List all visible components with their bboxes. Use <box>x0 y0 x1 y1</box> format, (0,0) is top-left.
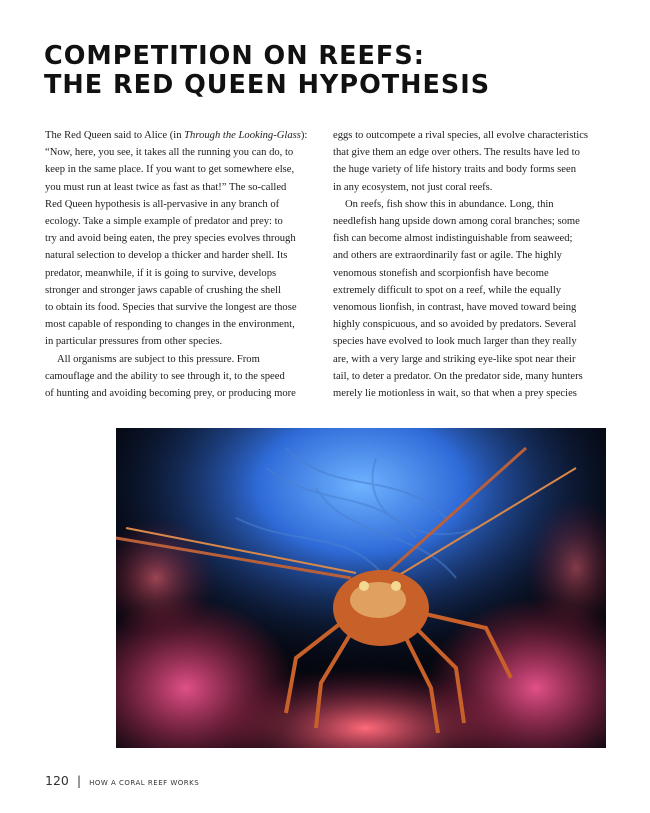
text-line: you must run at least twice as fast as that!” The so-called <box>45 181 287 193</box>
text-line: the huge variety of life history traits and body forms seen <box>333 164 577 176</box>
left-column <box>45 127 311 402</box>
text-line: All organisms are subject to this pressure. From <box>57 353 260 365</box>
text-line: venomous lionfish, in contrast, have moved toward being <box>333 302 577 314</box>
text-line: species have evolved to look much larger than they really <box>333 336 577 348</box>
text-line: try and avoid being eaten, the prey species evolves through <box>45 233 296 245</box>
text-line: to obtain its food. Species that survive the longest are those <box>45 302 297 314</box>
text-line: needlefish hang upside down among coral branches; some <box>333 216 580 228</box>
text-line: that give them an edge over others. The results have led to <box>333 147 580 159</box>
right-column <box>333 127 609 402</box>
text-line: predator, meanwhile, if it is going to survive, develops <box>45 267 277 279</box>
page-number: 120 <box>45 773 69 788</box>
text-line: in any ecosystem, not just coral reefs. <box>333 181 493 193</box>
text-line: most capable of responding to changes in the environment, <box>45 319 295 331</box>
text-line: fish can become almost indistinguishable from seaweed; <box>333 233 573 245</box>
text-line: “Now, here, you see, it takes all the running you can do, to <box>45 147 294 159</box>
text-line: in particular pressures from other species. <box>45 336 223 348</box>
text-line: highly conspicuous, and so avoided by predators. Several <box>333 319 577 331</box>
footer-separator: | <box>76 774 81 788</box>
text-line: and others are extraordinarily fast or agile. The highly <box>333 250 562 262</box>
title-line-1: COMPETITION ON REEFS: <box>44 41 425 71</box>
text-line: eggs to outcompete a rival species, all evolve characteristics <box>333 130 589 141</box>
text-line: On reefs, fish show this in abundance. Long, thin <box>345 198 554 210</box>
text-line: are, with a very large and striking eye-like spot near their <box>333 353 576 365</box>
text-line: natural selection to develop a thicker and harder shell. Its <box>45 250 288 262</box>
title-line-2: THE RED QUEEN HYPOTHESIS <box>44 70 491 100</box>
lobster-reef-illustration <box>116 428 606 748</box>
text-line: merely lie motionless in wait, so that when a prey species <box>333 388 577 400</box>
text-line: Red Queen hypothesis is all-pervasive in any branch of <box>45 198 280 210</box>
text-line: keep in the same place. If you want to get somewhere else, <box>45 164 295 176</box>
running-head: HOW A CORAL REEF WORKS <box>89 779 200 787</box>
text-line: camouflage and the ability to see through it, to the speed <box>45 370 285 382</box>
text-line: of hunting and avoiding becoming prey, or producing more <box>45 388 296 400</box>
lobster-reef-photo <box>116 428 606 748</box>
text-line: stronger and stronger jaws capable of crushing the shell <box>45 284 281 296</box>
text-line: tail, to deter a predator. On the predator side, many hunters <box>333 370 583 382</box>
text-line: venomous stonefish and scorpionfish have become <box>333 267 549 279</box>
article-title <box>44 42 490 100</box>
text-line: The Red Queen said to Alice (in Through the Looking-Glass): <box>45 130 308 141</box>
text-line: extremely difficult to spot on a reef, while the equally <box>333 284 562 296</box>
page-footer <box>45 770 199 789</box>
book-title: Through the Looking-Glass <box>184 130 301 141</box>
text-line: ecology. Take a simple example of predator and prey: to <box>45 216 283 228</box>
